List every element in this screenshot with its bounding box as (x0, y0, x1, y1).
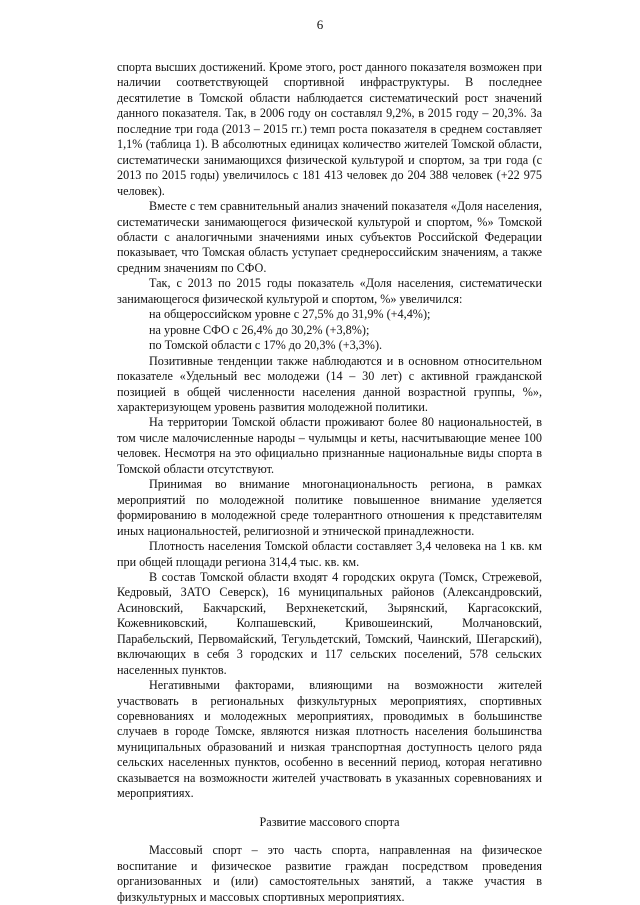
paragraph-tolerance: Принимая во внимание многонациональность региона, в рамках мероприятий по молодежной политике повышенное внимание уделяется формированию в молодежной среде толерантного отношения к представителям иных национальностей, религиозной и этнической принадлежности. (117, 477, 542, 538)
page-number: 6 (316, 17, 324, 32)
paragraph-nationalities: На территории Томской области проживают более 80 национальностей, в том числе малочисленные народы – чулымцы и кеты, насчитывающие менее 100 человек. Несмотря на это официально признанные национальные виды спорта в Томской области отсутствуют. (117, 415, 542, 476)
paragraph-continuation: спорта высших достижений. Кроме этого, рост данного показателя возможен при наличии соответствующей спортивной инфраструктуры. В последнее десятилетие в Томской области наблюдается систематический рост значений данного показателя. Так, в 2006 году он составлял 9,2%, в 2015 году – 20,3%. За последние три года (2013 – 2015 гг.) темп роста показателя в среднем составляет 1,1% (таблица 1). В абсолютных единицах количество жителей Томской области, систематически занимающихся физической культурой и спортом, за три года (с 2013 по 2015 годы) увеличилось с 181 413 человек до 204 388 человек (+22 975 человек). (117, 60, 542, 198)
list-item-sfo: на уровне СФО с 26,4% до 30,2% (+3,8%); (149, 322, 370, 337)
paragraph-youth-indicator: Позитивные тенденции также наблюдаются и в основном относительном показателе «Удельный вес молодежи (14 – 30 лет) с активной гражданской позицией в общей численности населения данной возрастной группы, %», характеризующем уровень развития молодежной политики. (117, 353, 542, 414)
list-item-russia: на общероссийском уровне с 27,5% до 31,9% (+4,4%); (149, 307, 431, 322)
paragraph-density: Плотность населения Томской области составляет 3,4 человека на 1 кв. км при общей площади региона 314,4 тыс. кв. км. (117, 539, 542, 569)
paragraph-mass-sport: Массовый спорт – это часть спорта, направленная на физическое воспитание и физическое развитие граждан посредством проведения организованных и (или) самостоятельных занятий, а также участия в физкультурных и массовых спортивных мероприятиях. (117, 843, 542, 904)
section-heading: Развитие массового спорта (259, 814, 400, 829)
paragraph-municipalities: В состав Томской области входят 4 городских округа (Томск, Стрежевой, Кедровый, ЗАТО Северск), 16 муниципальных районов (Александровский, Асиновский, Бакчарский, Верхнекетский, Зырянский, Каргасокский, Кожевниковский, Колпашевский, Кривошеинский, Молчановский, Парабельский, Первомайский, Тегульдетский, Томский, Чаинский, Шегарский), включающих в себя 3 городских и 117 сельских поселений, 578 сельских населенных пунктов. (117, 569, 542, 677)
paragraph-negative-factors: Негативными факторами, влияющими на возможности жителей участвовать в региональных физкультурных мероприятиях, спортивных соревнованиях и молодежных мероприятиях, проводимых в большинстве случаев в городе Томске, являются низкая плотность населения большинства муниципальных образований и низкая транспортная доступность целого ряда сельских населенных пунктов, особенно в весенний период, которая негативно сказывается на возможности жителей участвовать в указанных соревнованиях и мероприятиях. (117, 678, 542, 801)
list-item-tomsk: по Томской области с 17% до 20,3% (+3,3%). (149, 338, 383, 353)
body-text (117, 60, 542, 905)
paragraph-indicator-growth: Так, с 2013 по 2015 годы показатель «Доля населения, систематически занимающегося физической культурой и спортом, %» увеличился: (117, 276, 542, 306)
paragraph-comparison: Вместе с тем сравнительный анализ значений показателя «Доля населения, систематически занимающегося физической культурой и спортом, %» Томской области с аналогичными значениями иных субъектов Российской Федерации показывает, что Томская область уступает среднероссийским значениям, а также средним значениям по СФО. (117, 199, 542, 275)
